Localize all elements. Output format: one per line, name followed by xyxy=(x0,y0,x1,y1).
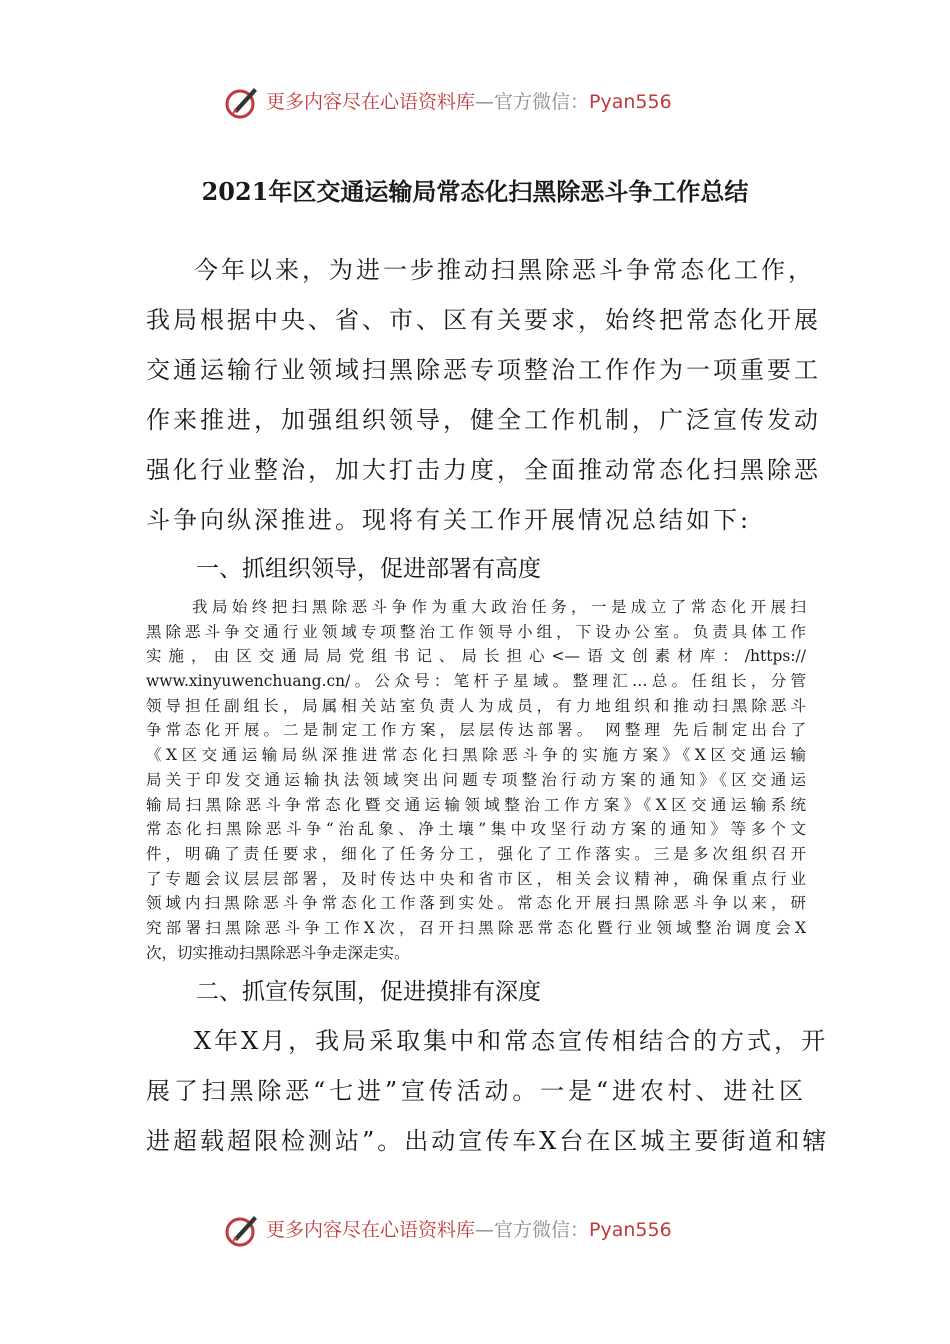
section-1-line: 领域内扫黑除恶斗争常态化工作落到实处。常态化开展扫黑除恶斗争以来，研 xyxy=(146,894,806,913)
banner-wechat-id: Pyan556 xyxy=(589,91,672,113)
banner-red-text: 更多内容尽在心语资料库 xyxy=(266,1219,476,1241)
footer-banner xyxy=(0,1210,950,1250)
section-1-line: 常态化扫黑除恶斗争“治乱象、净土壤”集中攻坚行动方案的通知》等多个文 xyxy=(146,820,806,839)
section-2-line: 展了扫黑除恶“七进”宣传活动。一是“进农村、进社区 xyxy=(146,1077,806,1105)
header-banner xyxy=(0,82,950,122)
banner-wechat-id: Pyan556 xyxy=(589,1219,672,1241)
section-1-line: 我局始终把扫黑除恶斗争作为重大政治任务，一是成立了常态化开展扫 xyxy=(192,598,806,616)
section-1-line: 黑除恶斗争交通行业领域专项整治工作领导小组，下设办公室。负责具体工作 xyxy=(146,622,806,641)
pen-quill-logo-icon xyxy=(224,84,260,120)
document-title: 2021年区交通运输局常态化扫黑除恶斗争工作总结 xyxy=(201,177,749,206)
section-1-line: 实施，由区交通局局党组书记、局长担心<—语文创素材库：/https:// xyxy=(146,647,806,666)
section-1-line: www.xinyuwenchuang.cn/。公众号：笔杆子星域。整理汇…总。任组长，分管 xyxy=(146,672,806,691)
intro-line: 今年以来，为进一步推动扫黑除恶斗争常态化工作， xyxy=(194,256,815,284)
intro-line: 交通运输行业领域扫黑除恶专项整治工作作为一项重要工 xyxy=(146,356,821,384)
section-1-line: 了专题会议层层部署，及时传达中央和省市区，相关会议精神，确保重点行业 xyxy=(146,869,806,888)
intro-line: 斗争向纵深推进。现将有关工作开展情况总结如下: xyxy=(146,506,752,534)
section-1-line: 争常态化开展。二是制定工作方案，层层传达部署。 网整理 先后制定出台了 xyxy=(146,721,806,740)
section-1-line: 件，明确了责任要求，细化了任务分工，强化了工作落实。三是多次组织召开 xyxy=(146,844,806,863)
section-1-line: 领导担任副组长，局属相关站室负责人为成员，有力地组织和推动扫黑除恶斗 xyxy=(146,696,806,715)
pen-quill-logo-icon xyxy=(224,1212,260,1248)
section-1-paragraph xyxy=(146,595,806,965)
banner-dash: — xyxy=(475,91,495,113)
banner-grey-text: 官方微信： xyxy=(494,1219,590,1241)
banner-red-text: 更多内容尽在心语资料库 xyxy=(266,91,476,113)
section-1-line: 输局扫黑除恶斗争常态化暨交通运输领域整治工作方案》《X区交通运输系统 xyxy=(146,795,806,814)
banner-grey-text: 官方微信： xyxy=(494,91,590,113)
intro-line: 强化行业整治，加大打击力度，全面推动常态化扫黑除恶 xyxy=(146,456,821,484)
section-1-line: 次，切实推动扫黑除恶斗争走深走实。 xyxy=(146,943,410,962)
section-2-heading: 二、抓宣传氛围，促进摸排有深度 xyxy=(196,979,541,1005)
intro-line: 我局根据中央、省、市、区有关要求，始终把常态化开展 xyxy=(146,306,821,334)
section-2-line: X年X月，我局采取集中和常态宣传相结合的方式，开 xyxy=(194,1027,829,1055)
intro-paragraph xyxy=(146,245,821,545)
section-1-heading: 一、抓组织领导，促进部署有高度 xyxy=(196,556,541,582)
intro-line: 作来推进，加强组织领导，健全工作机制，广泛宣传发动 xyxy=(146,406,821,434)
banner-text xyxy=(266,1218,672,1242)
section-2-paragraph xyxy=(146,1016,830,1166)
banner-dash: — xyxy=(475,1219,495,1241)
section-2-line: 进超载超限检测站”。出动宣传车X台在区城主要街道和辖 xyxy=(146,1127,830,1155)
section-1-line: 究部署扫黑除恶斗争工作X次，召开扫黑除恶常态化暨行业领域整治调度会X xyxy=(146,918,806,937)
section-1-line: 《X区交通运输局纵深推进常态化扫黑除恶斗争的实施方案》《X区交通运输 xyxy=(146,746,806,765)
banner-text xyxy=(266,90,672,114)
section-1-line: 局关于印发交通运输执法领域突出问题专项整治行动方案的通知》《区交通运 xyxy=(146,770,806,789)
